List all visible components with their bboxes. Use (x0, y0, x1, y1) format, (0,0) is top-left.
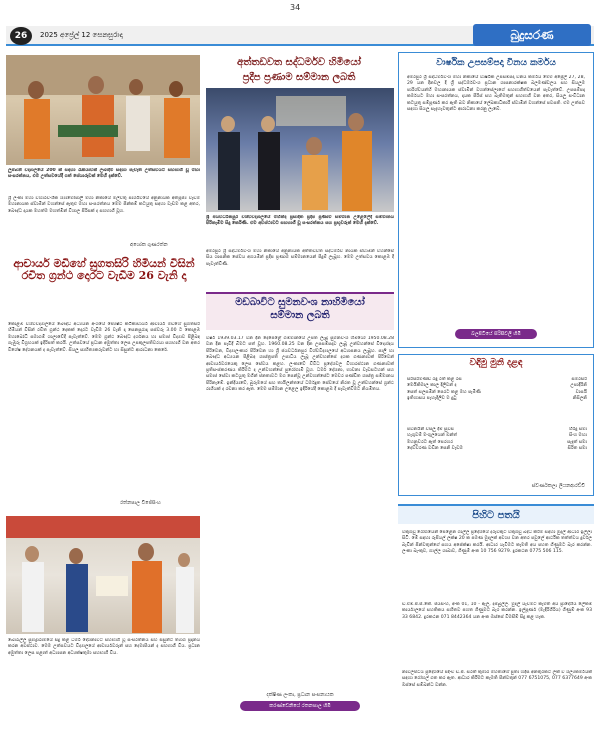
headline-center-mid-2: සම්මාන ලබති (270, 310, 330, 321)
poem-line: මහනුවරට ඇත් පෙරහර (407, 439, 454, 445)
article-body-center-top: අමරපුර ශ්‍රී සද්ධර්මවංශ මහා නිකායේ අනුනායක අත්තඩවත සද්ධර්මව නායක ස්වාමීන් වහන්සේ සිය ශාසනික සේවය අගයමින් ප්‍රදීප ප්‍රණාම සම්මානයෙන් පිදුම් ලැබූහ. මෙම උත්සවය කොළඹ දී පැවැත්විණි. (206, 249, 394, 267)
headline-center-mid-bar (206, 292, 394, 330)
headline-center-top-2: ප්‍රදීප ප්‍රණාම සම්මාන ලබති (242, 72, 356, 83)
appeal-body-1: වකුගඩු රෝගයෙන් පෙළෙන ගාල්ල ප්‍රදේශයේ දරුවකුට වකුගඩු බද්ධ කිරීම සඳහා මුදල් ආධාර ඉල්ලා සිටී. මේ සඳහා රුපියල් ලක්ෂ 20 ක පමණ මුදලක් අවශ්‍ය වන අතර පවුලේ ආර්ථික තත්ත්වය දුර්වල බැවින් පින්වතුන්ගේ සහය අපේක්ෂා කරයි. ආධාර යැවීමට කැමති අය පහත ගිණුමට බැර කරන්න. ලංකා බැංකුව, ගාල්ල ශාඛාව, ගිණුම් අංක 10 756 9279. දුරකථන 0775 506 115. (402, 530, 592, 555)
poem-line: සෙත් සලසමින් පෙරට කළ මහ පැමිණි (407, 389, 481, 395)
author-center-mid-title: දක්ෂිණ ලංකා, ප්‍රධාන සංඝනායක (266, 692, 334, 698)
photo-caption-left-bottom: බොරැල්ල සුභද්‍රාරාමයේ සිදු කළ ධර්ම දේශනාවට සහභාගී වූ සංඝරත්නය සහ සිසුන්ට ත්‍යාග ප්‍රදානය කරන අවස්ථාව. මෙම උත්සවයට විද්‍යාලයේ ආචාර්යවරුන් සහ දෙමාපියන් ද සහභාගී විය. ප්‍රධාන අමුත්තා ලෙස පළාත් අධ්‍යාපන අධ්‍යක්ෂතුමා සහභාගී විය. (8, 638, 200, 656)
poem-line: සිරිසිරිමණ්ඩ රඳු රත් කළ රස (407, 377, 462, 382)
poem-line: ඉතිහාසය පැහැදිලිව ම දුටු (407, 396, 457, 402)
upasampada-box (398, 52, 594, 348)
headline-right-bottom: පිහිට පතයි (472, 510, 520, 521)
headline-center-top-1: අත්තඩවත සද්ධර්මව හිමියෝ (237, 57, 361, 68)
headline-center-mid-1: මඩබාවිට සුමනවංශ නාහිමියෝ (235, 297, 365, 308)
article-body-center-mid: වර්ෂ 1939.03.17 වන දින දෙපෙළේ ගම්මානයේ උපත ලැබූ සුමනවංශ හිමියෝ 1950.08.28 වන දින පැවිදි බිමට පත් වූහ. 1960.08.25 වන දින උපසම්පදාව ලැබූ උන්වහන්සේ විද්‍යෝදය පිරිවෙන, විද්‍යාලංකාර පිරිවෙන හා ශ්‍රී ජයවර්ධනපුර විශ්වවිද්‍යාලයේ අධ්‍යාපනය ලැබූහ. පාලි හා බෞද්ධ අධ්‍යයන පිළිබඳ ශාස්ත්‍රපති උපාධිය ලැබූ උන්වහන්සේ දශක ගණනාවක් පිරිවෙන් ආචාර්යවරයෙකු ලෙස සේවය කළහ. ලංකාවේ විවිධ ප්‍රදේශවල විහාරස්ථාන ගණනාවක් ප්‍රතිසංස්කරණය කිරීමට ද උන්වහන්සේ පුරෝගාමී වූහ. ධර්ම දේශනා, භාවනා වැඩසටහන් සහ සමාජ සේවා කටයුතු මගින් ජනතාවට මග පෙන්වූ උන්වහන්සේට මෙවර පණ්ඩිත ශාස්ත්‍ර සම්මානය පිරිනැමේ. ඉන්දියාවේ, බුරුමයේ සහ තායිලන්තයේ ධර්මදූත සේවයේ නිරත වූ උන්වහන්සේ ග්‍රන්ථ රාශියක් ද රචනා කර ඇත. මෙම සම්මාන උළෙල ඉදිරියේදී කොළඹ දී පැවැත්වීමට නියමිතය. (206, 336, 394, 393)
poem-line: හැගුවම් මංගුලයෙන් ඔන්ත් (407, 433, 457, 439)
poem-line-end: සමරසිරි (571, 377, 587, 382)
photo-caption-left-top: ලුම්බිනී විද්‍යාලයේ 200 ක් සඳහා රැකියාවක් ලබාදීම සඳහා පැවැති උත්සවයට සහභාගී වූ මහා සංඝරත්නය, එම උත්සවයේදී ගත් සේයාරුවක් මෙහි දැක්වේ. (8, 168, 200, 180)
poem-box (398, 354, 594, 496)
poem-line: මෙයිකිමාල කාල දිලිවන් ද (407, 383, 457, 389)
poem-line-end: උපාදීරිනි (570, 383, 587, 389)
poem-line-end: නිසිලනි (572, 396, 587, 402)
poem-line: පවනයින් විසිලු දීම් සුවිස (407, 427, 454, 432)
article-body-left-mid: කොළඹ විශ්වවිද්‍යාලයේ බෞද්ධ අධ්‍යයන අංශයේ ජ්‍යෙෂ්ඨ කථිකාචාර්ය ආචාර්ය මඩිහේ සුගතසිරි හිමියන් විසින් රචිත ග්‍රන්ථ දෙකක් දොරට වැඩීම 26 වැනි දා සෙනසුරාදා පස්වරු 3.00 ට කොළඹ මහාබෝධි සමාගම් ශාලාවේදී පැවැත්වේ. මෙම ග්‍රන්ථ බෞද්ධ දර්ශනය හා සමාජ විද්‍යාව පිළිබඳ ගැඹුරු විග්‍රහයක් ඉදිරිපත් කරයි. උත්සවයේ ප්‍රධාන අමුත්තා ලෙස උපකුලපතිවරයා සහභාගී වන අතර විශේෂ දේශනයක් ද පැවැත්වේ. සියලු සාහිත්‍යකරුවන්ට හා සිසුන්ට ආරාධනා කෙරේ. (8, 322, 200, 353)
poem-stanza-1 (407, 377, 587, 417)
article-body-right-top: අමරපුර ශ්‍රී සද්ධර්මවංශ මහා නිකායේ වාර්ෂික උපසම්පදා විනය කර්මය මෙම අප්‍රේල් 27, 28, 29 යන දිනවල දී ශ්‍රී සද්ධර්මවංශ ප්‍රධාන ශාසනාරක්ෂක බලමණ්ඩලය සහ සියලුම පාරිශ්වයන්හි මහානායක ස්වාමීන් වහන්සේලාගේ සහභාගීත්වයෙන් පැවැත්වේ. උපසම්පදා කර්මයට මහා සංඝරත්නය, දායක පිරිස් සහ බැතිමතුන් සහභාගී වන අතර, සියලු සංවිධාන කටයුතු සම්පූර්ණ කර ඇති බව නිකායේ ලේඛකාධිකාරී ස්වාමීන් වහන්සේ පවසති. එම උත්සව සඳහා සියලු සැදැහැවතුන්ට ආරාධනා කරනු ලැබේ. (407, 74, 585, 112)
page-top-number: 34 (290, 3, 301, 12)
author-center-mid (240, 692, 360, 711)
header-bar (6, 26, 594, 46)
author-left-mid: රත්නපාල විජේසිංහ (120, 500, 161, 506)
article-body-left-top: ශ්‍රී ලංකා මහා විහාරවංශික ශ්‍යාමෝපාලි මහා නිකායේ මල්වතු පාර්ශ්වයේ අනුනායක අතිපූජ්‍ය වැඩිම මහානායක ස්වාමීන් වහන්සේ ඇතුළු මහා සංඝරත්නය මෙම පින්කම් කටයුතු සඳහා වැඩම කළ අතර, බෞද්ධ දායක මහත්ම මහත්මීන් විශාල පිරිසක් ද සහභාගී වූහ. (8, 196, 200, 214)
author-right-top: බලපිටියේ සිරිසීවලී හිමි (455, 329, 537, 339)
poem-line-end: වාසයි (575, 389, 587, 395)
author-center-mid-name: කරණ්ඩෙනියේ රතනපාල හිමි (240, 701, 360, 711)
poem-author: ස්වර්ණකලා ලියනආරච්චි (531, 483, 585, 489)
appeal-body-2: ඩී.එම්.ජී.සී.කේ. ජයසිංහ, අංක 01, 10 - ඇල, දම්බුල්ල. මුදල් යැවීමට කැමති අය ප්‍රාදේශීය ලේකම් කාර්යාලයේ සහතිකය සහිතව පහත ගිණුමට බැර කරන්න. ඉල්පූර්ණ (මැදිරිගිරිය) ගිණුම් අංක 93 33 6842. දුරකථන 071 8442364 යන අංක ඔස්සේ විමසීම් සිදු කළ හැක. (402, 602, 592, 620)
poem-line-end: සිරිත සමා (567, 446, 587, 452)
headline-right-top: වාර්ෂික උපසම්පදා විනය කර්මය (436, 58, 556, 68)
photo-figures (6, 55, 200, 165)
poem-line-end: සැදැත් සමා (567, 439, 587, 445)
author-left-top: අශෝක ගුණරත්න (130, 242, 168, 248)
headline-left-mid: ආචාර්ය මඩිහේ සුගතසිරි හිමියන් විසින් රචිත ග්‍රන්ථ දොරට වැඩීම 26 වැනි දා (13, 257, 195, 283)
poem-stanza-2 (407, 427, 587, 467)
appeal-headline-bar (398, 504, 594, 524)
photo-award-figures (206, 88, 394, 212)
award-ceremony-photo (206, 88, 394, 212)
photo-caption-center-top: ශ්‍රී ජයවර්ධනපුර විශ්වවිද්‍යාලයේ මහින්ද ප්‍රසාදිත ප්‍රදීප ප්‍රණාම සම්මාන උළෙලේදී සම්මානය පිරිනැමීම සිදු කෙරිණි. එම අවස්ථාවට සහභාගී වූ සංඝරත්නය සහ ප්‍රභූවරුන් මෙහි දැක්වේ. (206, 215, 394, 227)
issue-date: 2025 අප්‍රේල් 12 සෙනසුරාදා (40, 31, 123, 39)
masthead-logo: බුදුසරණ (473, 24, 591, 46)
monks-ceremony-photo (6, 55, 200, 165)
appeal-body-3: නාවලපිටිය ප්‍රදේශයේ පදිංචි ඩී.ජී. සරත් කුමාර මහතාගේ පුතා හදිසි අනතුරකට ලක් වී ශල්‍යකර්මයක් සඳහා රෝහල් ගත කර ඇත. ආධාර කිරීමට කැමති පින්වතුන් 077 6751075, 077 6377649 අංක ඔස්සේ සම්බන්ධ වන්න. (402, 670, 592, 688)
page-number-badge: 26 (10, 27, 32, 45)
prize-giving-photo (6, 516, 200, 634)
poem-title: වඳිමු මුනි දළඳ (469, 358, 523, 368)
poem-line: දෙව්වරණ වඩින සෙනි වැඩම (407, 446, 463, 452)
poem-line-end: හිරිදු සමා (568, 427, 587, 432)
photo-prize-figures (6, 516, 200, 634)
poem-line-end: සිංහ මහා (569, 433, 587, 439)
